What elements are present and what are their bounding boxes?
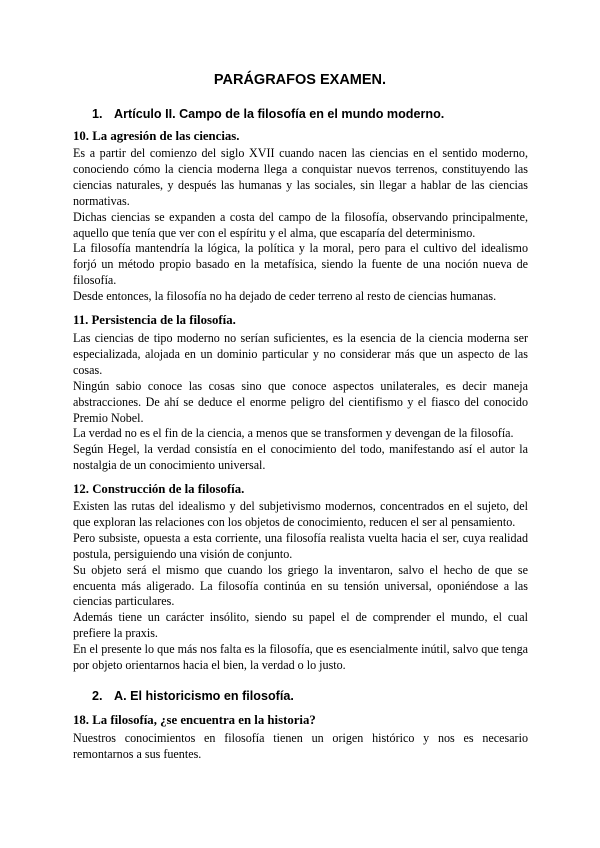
paragraph: Ningún sabio conoce las cosas sino que conoce aspectos unilaterales, es decir maneja abstracciones. De ahí se deduce el enorme peligro del cientifismo y el fiasco del conocido Premio Nobel. [73,378,528,425]
paragraph: Según Hegel, la verdad consistía en el conocimiento del todo, manifestando así el autor la nostalgia de un conocimiento universal. [73,442,528,473]
paragraph: La filosofía mantendría la lógica, la política y la moral, pero para el cultivo del idealismo forjó un método propio basado en la metafísica, siendo la fuente de una noción nueva de filosofía. [73,241,528,288]
paragraph: Es a partir del comienzo del siglo XVII cuando nacen las ciencias en el sentido moderno, conociendo cómo la ciencia moderna llega a conquistar nuevos terrenos, constituyendo las ciencias naturales, y después las humanas y las sociales, sin llegar a hablar de las ciencias normativas. [73,146,528,208]
paragraph: La verdad no es el fin de la ciencia, a menos que se transformen y devengan de la filosofía. [73,426,514,441]
paragraph: Existen las rutas del idealismo y del subjetivismo modernos, concentrados en el sujeto, del que exploran las relaciones con los objetos de conocimiento, reducen el ser al pensamiento. [73,499,528,529]
page-title: PARÁGRAFOS EXAMEN. [213,72,387,88]
subsection-body [73,731,528,763]
paragraph: Desde entonces, la filosofía no ha dejado de ceder terreno al resto de ciencias humanas. [73,289,497,304]
subsection-body [73,499,528,674]
section-number: 1. [92,107,103,121]
subsection-body [73,146,528,305]
paragraph: Su objeto será el mismo que cuando los griego la inventaron, salvo el hecho de que se encuenta más aligerado. La filosofía continúa en su tensión universal, oponiéndose a las ciencias particulares. [73,562,528,609]
section-title: A. El historicismo en filosofía. [114,689,294,703]
subsection-heading: 12. Construcción de la filosofía. [73,482,245,496]
subsection-heading: 18. La filosofía, ¿se encuentra en la historia? [73,713,316,727]
paragraph: En el presente lo que más nos falta es la filosofía, que es esencialmente inútil, salvo que tenga por objeto orientarnos hacia el bien, la verdad o lo justo. [73,642,528,673]
paragraph: Nuestros conocimientos en filosofía tienen un origen histórico y nos es necesario remontarnos a sus fuentes. [73,731,528,761]
subsection-heading: 10. La agresión de las ciencias. [73,129,240,143]
paragraph: Dichas ciencias se expanden a costa del campo de la filosofía, observando principalmente, aquello que tenía que ver con el espíritu y el alma, que escaparía del determinismo. [73,209,528,240]
paragraph: Las ciencias de tipo moderno no serían suficientes, es la esencia de la ciencia moderna ser especializada, alojada en un dominio particular y no considerar más que un aspecto de las cosas. [73,331,528,377]
subsection-heading: 11. Persistencia de la filosofía. [73,313,236,327]
paragraph: Pero subsiste, opuesta a esta corriente, una filosofía realista vuelta hacia el ser, cuya realidad postula, persiguiendo una visión de conjunto. [73,530,528,561]
section-heading-1 [92,107,444,121]
subsection-body [73,331,528,474]
paragraph: Además tiene un carácter insólito, siendo su papel el de comprender el mundo, el cual prefiere la praxis. [73,610,528,641]
section-title: Artículo II. Campo de la filosofía en el mundo moderno. [114,107,445,121]
section-number: 2. [92,689,103,703]
section-heading-2 [92,689,294,703]
